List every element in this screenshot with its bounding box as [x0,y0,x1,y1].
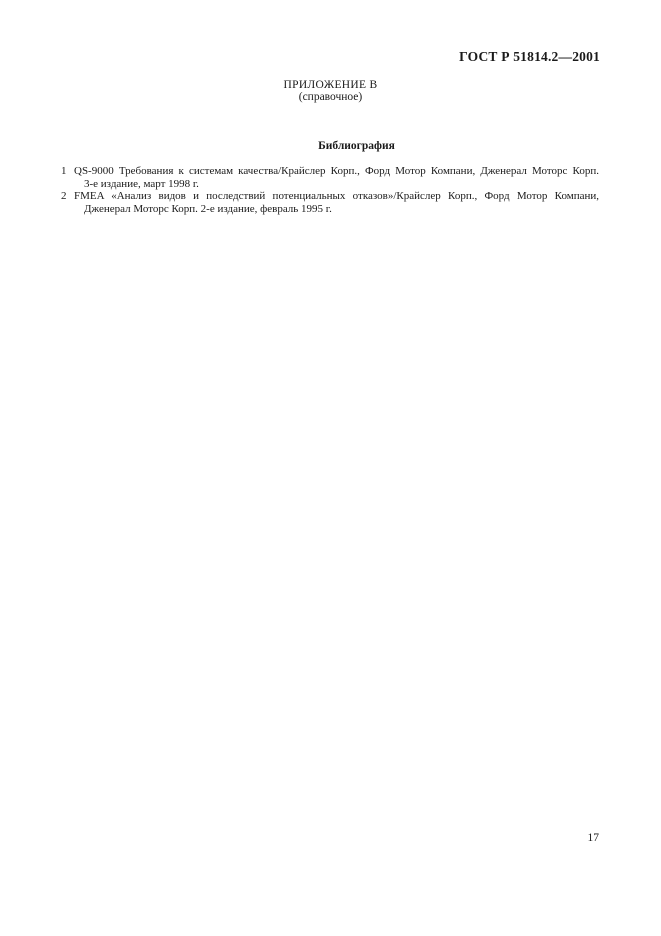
bibliography-item [61,165,599,190]
bibliography-item-line: 3-е издание, март 1998 г. [84,177,199,190]
bibliography-heading: Библиография [318,140,395,152]
bibliography-list [61,165,599,215]
bibliography-item-line: Дженерал Моторс Корп. 2-е издание, февраль 1995 г. [84,202,332,215]
bibliography-item-number: 2 [61,190,67,202]
appendix-subtitle: (справочное) [298,91,363,103]
appendix-title: ПРИЛОЖЕНИЕ В [283,79,378,91]
appendix-header [0,79,661,103]
bibliography-item [61,190,599,215]
document-code: ГОСТ Р 51814.2—2001 [459,49,600,64]
page-number: 17 [587,832,599,844]
bibliography-item-number: 1 [61,165,67,177]
bibliography-item-line: FMEA «Анализ видов и последствий потенциальных отказов»/Крайслер Корп., Форд Мотор Компани, [74,190,599,202]
bibliography-item-line: QS-9000 Требования к системам качества/Крайслер Корп., Форд Мотор Компани, Дженерал Моторс Корп. [74,165,599,177]
